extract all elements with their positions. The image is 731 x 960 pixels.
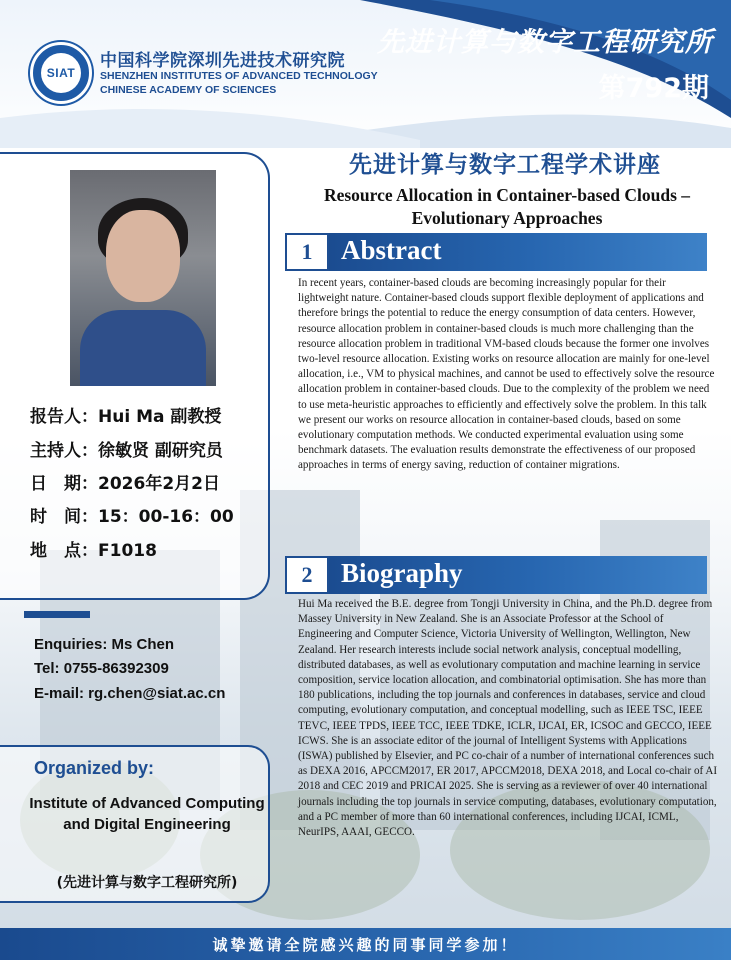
info-label: 地 点： — [30, 541, 98, 561]
organizer-name-cn: (先进计算与数字工程研究所) — [56, 875, 238, 891]
abstract-text: In recent years, container-based clouds are becoming increasingly popular for their lightweight nature. Container-based clouds support flexible deployment of applications and therefore brings the potential to reduce the energy consumption of data centers. However, resource allocation problem in container-based clouds is much more challenging than the resource allocation problem in traditional VM-based clouds because the former one involves two-level resource allocation. Existing works on resource allocation are mainly for one-level allocation, i.e., VM to physical machines, and cannot be used to effectively solve the resource allocation problem in container-based clouds. Due to the complexity of the problem we need to use meta-heuristic approaches to efficiently and effectively solve the problem. In this talk we present our works on resource allocation in container-based clouds, based on some evolutionary computation methods. We conducted experimental evaluation using some benchmark datasets. The evaluation results demonstrate the effectiveness of our proposed approaches in terms of energy saving, reduction of container migrations. — [298, 277, 715, 472]
section-header-abstract — [285, 233, 707, 271]
info-row-location — [30, 536, 157, 561]
info-row-time — [30, 502, 234, 527]
lecture-series-title: 先进计算与数字工程学术讲座 — [349, 152, 661, 178]
speaker-photo — [70, 170, 216, 386]
issue-number: 第792期 — [598, 73, 709, 104]
info-value: F1018 — [98, 541, 157, 561]
footer-invitation: 诚挚邀请全院感兴趣的同事同学参加！ — [212, 935, 519, 954]
biography-text: Hui Ma received the B.E. degree from Tongji University in China, and the Ph.D. degree from Massey University in New Zealand. She is an Associate Professor at the School of Engineering and Computer Science, Victoria University of Wellington, Wellington, New Zealand. Her research interests include social network analysis, conceptual modelling, distributed databases, as well as evolutionary computation and machine learning in service composition, service location allocation, and combinatorial optimisation. She has more than 180 publications, including the top journals and conferences in databases, service and cloud computing, evolutionary computation, and conceptual modelling, such as IEEE TSC, IEEE TEVC, IEEE TPDS, IEEE TCC, IEEE TDKE, ICLR, IJCAI, ER, ICSOC and GECCO, IEEE ICWS. She is an associate editor of the journal of Intelligent Systems with Applications (ISWA) published by Elsevier, and PC co-chair of a number of international conferences such as DEXA 2016, APCCM2017, ER 2017, APCCM2018, DEXA 2018, and Local co-chair of AI 2018 and CEC 2019 and PRICAI 2025. She is serving as a reviewer of over 40 international journals including the top journals in service computing, databases, evolutionary computation, and a PC member of more than 60 international conferences, including IJCAI, ICML, NeurIPS, AAAI, GECCO. — [298, 598, 718, 839]
left-divider-bar — [24, 611, 90, 618]
info-label: 时 间： — [30, 507, 98, 527]
organizer-heading: Organized by: — [34, 758, 155, 778]
info-row-host — [30, 436, 223, 461]
info-label: 日 期： — [30, 474, 98, 494]
contact-phone: Tel: 0755-86392309 — [34, 660, 169, 677]
info-label: 报告人： — [30, 407, 98, 427]
section-header-biography — [285, 556, 707, 594]
info-value: Hui Ma 副教授 — [98, 407, 222, 427]
institute-name-en-line2: CHINESE ACADEMY OF SCIENCES — [100, 84, 277, 96]
info-value: 2026年2月2日 — [98, 474, 220, 494]
contact-enquiries: Enquiries: Ms Chen — [34, 636, 175, 653]
info-value: 徐敏贤 副研究员 — [98, 441, 223, 461]
organizer-name: Institute of Advanced Computing and Digital Engineering — [29, 795, 265, 833]
info-label: 主持人： — [30, 441, 98, 461]
section-number: 1 — [285, 233, 329, 271]
poster-header — [0, 0, 731, 148]
siat-logo — [30, 42, 92, 104]
info-row-date — [30, 469, 220, 494]
section-title: Abstract — [341, 235, 442, 265]
institute-name-en-line1: SHENZHEN INSTITUTES OF ADVANCED TECHNOLOGY — [100, 70, 378, 82]
section-title: Biography — [341, 558, 463, 588]
info-value: 15：00-16：00 — [98, 507, 234, 527]
series-title: 先进计算与数字工程研究所 — [377, 27, 713, 58]
logo-text: SIAT — [46, 66, 76, 80]
talk-title: Resource Allocation in Container-based Clouds – Evolutionary Approaches — [323, 185, 691, 228]
footer-banner — [0, 928, 731, 960]
section-number: 2 — [285, 556, 329, 594]
institute-name-cn: 中国科学院深圳先进技术研究院 — [100, 51, 345, 71]
info-row-speaker — [30, 402, 221, 427]
contact-email[interactable]: E-mail: rg.chen@siat.ac.cn — [34, 685, 226, 702]
